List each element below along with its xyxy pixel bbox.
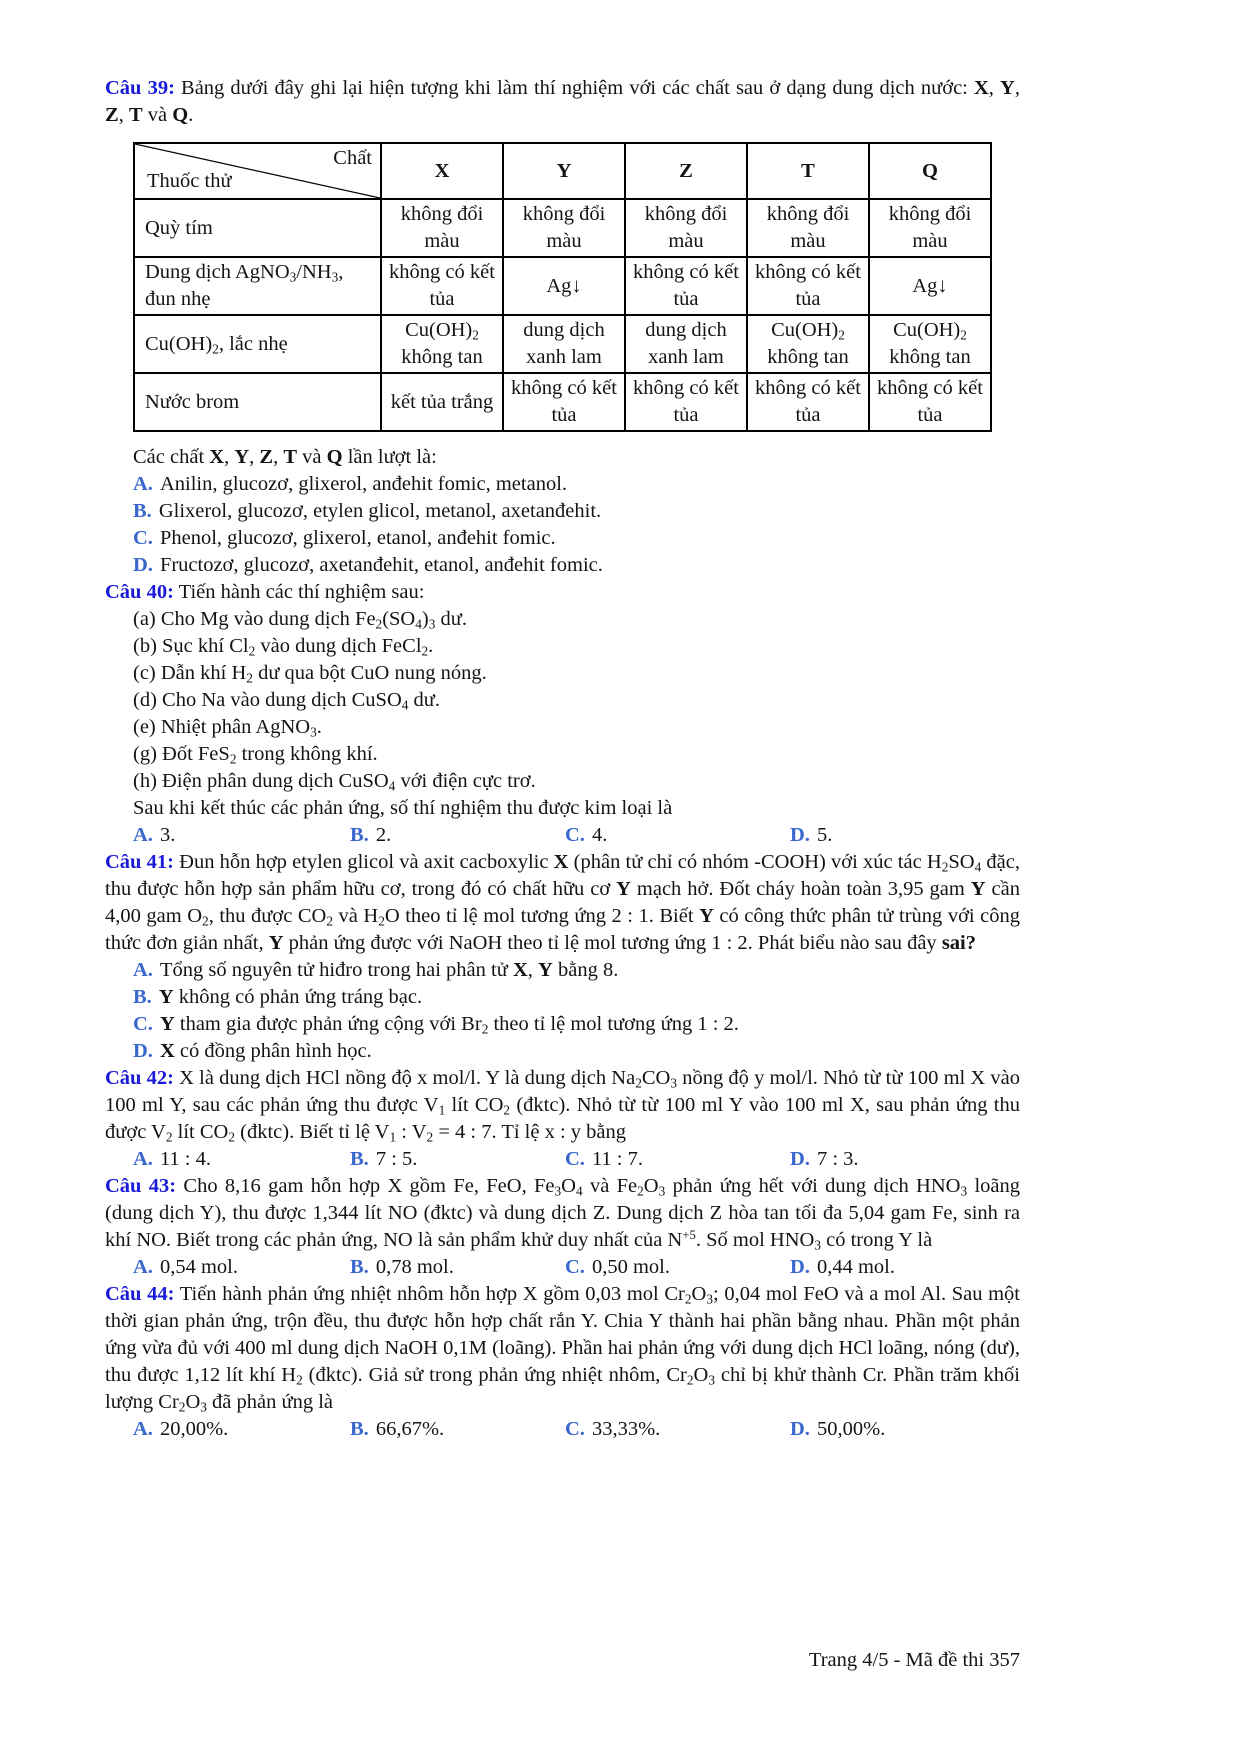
option-b [105,498,1020,525]
option-c [105,525,1020,552]
result-cell: $Cu(OH)_2$ không tan [381,315,503,373]
option-letter: C. [565,1256,585,1278]
option-letter: C. [565,824,585,846]
question-body [105,579,1020,606]
option-letter: D. [133,554,153,576]
option-text: Anilin, glucozơ, glixerol, anđehit fomic, metanol. [159,473,568,495]
result-cell: Ag↓ [869,257,991,315]
experiment-item: (b) Sục khí $Cl_2$ vào dung dịch FeCl$_2$. [133,635,434,659]
option-b [350,1416,565,1443]
option-text: 11 : 4. [159,1148,211,1170]
question-body [105,1281,1020,1416]
option-text: Glixerol, glucozơ, etylen glicol, metanol, axetanđehit. [158,500,602,522]
option-letter: B. [350,824,369,846]
option-text: 11 : 7. [591,1148,643,1170]
option-letter: A. [133,1148,153,1170]
option-c [565,1146,790,1173]
result-cell: không có kết tủa [869,373,991,431]
option-c [565,1416,790,1443]
option-text: 3. [159,824,176,846]
option-letter: C. [133,527,153,549]
option-text: 0,44 mol. [816,1256,895,1278]
option-d [105,552,1020,579]
answer-options-row [105,1254,1020,1281]
option-letter: A. [133,959,153,981]
experiment-item: (a) Cho Mg vào dung dịch $Fe_2(SO_4)_3$ dư. [133,608,468,632]
question-text: Đun hỗn hợp etylen glicol và axit cacboxylic X (phân tử chỉ có nhóm -COOH) với xúc tác $H_2SO_4$ đặc, thu được hỗn hợp sản phẩm hữu cơ, trong đó có chất hữu cơ Y mạch hở. Đốt cháy hoàn toàn 3,95 gam Y cần 4,00 gam $O_2$, thu được $CO_2$ và $H_2O$ theo tỉ lệ mol tương ứng 2 : 1. Biết Y có công thức phân tử trùng với công thức đơn giản nhất, Y phản ứng được với NaOH theo tỉ lệ mol tương ứng 1 : 2. Phát biểu nào sau đây sai? [105,851,1020,954]
option-letter: B. [350,1148,369,1170]
option-letter: C. [565,1148,585,1170]
option-a [133,1254,350,1281]
question-body [105,849,1020,957]
option-b [350,1146,565,1173]
question-number: Câu 39: [105,77,175,99]
observation-table [133,142,992,432]
option-letter: A. [133,1256,153,1278]
table-row [134,315,991,373]
experiment-item: (c) Dẫn khí $H_2$ dư qua bột CuO nung nóng. [133,662,487,686]
question-40 [105,579,1020,849]
question-body [105,75,1020,129]
reagent-cell: Dung dịch $AgNO_3/NH_3$, đun nhẹ [134,257,381,315]
option-text: 66,67%. [375,1418,445,1440]
option-c [565,1254,790,1281]
experiment-item: (e) Nhiệt phân AgNO$_3$. [133,716,322,740]
option-text: 33,33%. [591,1418,661,1440]
result-cell: không có kết tủa [625,373,747,431]
question-text: Tiến hành phản ứng nhiệt nhôm hỗn hợp X gồm 0,03 mol $Cr_2O_3$; 0,04 mol FeO và a mol Al. Sau một thời gian phản ứng, trộn đều, thu được hỗn hợp chất rắn Y. Chia Y thành hai phần bằng nhau. Phần một phản ứng vừa đủ với 400 ml dung dịch NaOH 0,1M (loãng). Phần hai phản ứng với dung dịch HCl loãng, nóng (dư), thu được 1,12 lít khí $H_2$ (đktc). Giả sử trong phản ứng nhiệt nhôm, $Cr_2O_3$ chỉ bị khử thành Cr. Phần trăm khối lượng $Cr_2O_3$ đã phản ứng là [105,1283,1020,1415]
option-d [790,1146,1020,1173]
option-a [133,1146,350,1173]
option-text: X có đồng phân hình học. [159,1040,372,1062]
result-cell: không đổi màu [503,199,625,257]
reagent-cell: $Cu(OH)_2$, lắc nhẹ [134,315,381,373]
option-letter: C. [565,1418,585,1440]
option-a [105,957,1020,984]
result-cell: dung dịch xanh lam [625,315,747,373]
question-number: Câu 43: [105,1175,177,1197]
table-header-row [134,143,991,199]
corner-label-reagent: Thuốc thử [147,170,232,192]
option-letter: B. [133,986,152,1008]
option-text: 50,00%. [816,1418,886,1440]
option-text: Fructozơ, glucozơ, axetanđehit, etanol, anđehit fomic. [159,554,603,576]
question-closing: Sau khi kết thúc các phản ứng, số thí nghiệm thu được kim loại là [133,797,673,819]
option-letter: A. [133,824,153,846]
option-text: 5. [816,824,833,846]
result-cell: kết tủa trắng [381,373,503,431]
option-d [105,1038,1020,1065]
result-cell: không có kết tủa [381,257,503,315]
column-header-t: T [747,143,869,199]
option-d [790,822,1020,849]
option-text: 7 : 5. [375,1148,418,1170]
option-text: 0,78 mol. [375,1256,454,1278]
question-41 [105,849,1020,1065]
corner-label-substance: Chất [333,147,372,169]
page-footer: Trang 4/5 - Mã đề thi 357 [808,1649,1020,1671]
option-a [133,822,350,849]
table-corner-cell [134,143,381,199]
column-header-y: Y [503,143,625,199]
result-cell: không có kết tủa [747,257,869,315]
column-header-x: X [381,143,503,199]
option-letter: B. [133,500,152,522]
table-row [134,257,991,315]
option-text: 4. [591,824,608,846]
option-letter: D. [790,1148,810,1170]
option-text: 7 : 3. [816,1148,859,1170]
option-d [790,1254,1020,1281]
option-a [133,1416,350,1443]
result-cell: không đổi màu [381,199,503,257]
table-row [134,199,991,257]
option-text: 20,00%. [159,1418,229,1440]
experiment-item: (g) Đốt FeS$_2$ trong không khí. [133,743,378,767]
option-text: Phenol, glucozơ, glixerol, etanol, anđehit fomic. [159,527,556,549]
question-text: Tiến hành các thí nghiệm sau: [173,581,425,603]
question-body [105,1173,1020,1254]
result-cell: $Cu(OH)_2$ không tan [869,315,991,373]
result-cell: không có kết tủa [747,373,869,431]
question-text: Bảng dưới đây ghi lại hiện tượng khi làm thí nghiệm với các chất sau ở dạng dung dịch nước: X, Y, Z, T và Q. [105,77,1020,126]
result-cell: $Cu(OH)_2$ không tan [747,315,869,373]
option-text: 2. [375,824,392,846]
option-text: 0,54 mol. [159,1256,238,1278]
table-row [134,373,991,431]
question-42 [105,1065,1020,1173]
page-content [105,75,1020,1443]
option-text: Y tham gia được phản ứng cộng với $Br_2$ theo tỉ lệ mol tương ứng 1 : 2. [159,1013,739,1037]
option-letter: D. [790,1256,810,1278]
option-b [350,822,565,849]
option-letter: D. [790,1418,810,1440]
question-43 [105,1173,1020,1281]
option-letter: B. [350,1256,369,1278]
result-cell: không có kết tủa [503,373,625,431]
result-cell: không đổi màu [869,199,991,257]
question-text: X là dung dịch HCl nồng độ x mol/l. Y là dung dịch $Na_2CO_3$ nồng độ y mol/l. Nhỏ từ từ 100 ml X vào 100 ml Y, sau các phản ứng thu được $V_1$ lít $CO_2$ (đktc). Nhỏ từ từ 100 ml Y vào 100 ml X, sau phản ứng thu được $V_2$ lít $CO_2$ (đktc). Biết tỉ lệ $V_1$ : $V_2 = 4$ : 7. Tỉ lệ x : y bằng [105,1067,1020,1145]
experiment-item: (d) Cho Na vào dung dịch CuSO$_4$ dư. [133,689,441,713]
experiment-item: (h) Điện phân dung dịch CuSO$_4$ với điện cực trơ. [133,770,536,794]
answer-options-row [105,1146,1020,1173]
column-header-q: Q [869,143,991,199]
option-c [105,1011,1020,1038]
option-text: Tổng số nguyên tử hiđro trong hai phân tử X, Y bằng 8. [159,959,619,981]
result-cell: dung dịch xanh lam [503,315,625,373]
question-intro: Các chất X, Y, Z, T và Q lần lượt là: [133,446,437,468]
option-c [565,822,790,849]
option-b [350,1254,565,1281]
option-letter: D. [790,824,810,846]
option-letter: A. [133,473,153,495]
result-cell: không đổi màu [625,199,747,257]
option-a [105,471,1020,498]
question-number: Câu 42: [105,1067,174,1089]
option-text: 0,50 mol. [591,1256,670,1278]
option-letter: D. [133,1040,153,1062]
question-44 [105,1281,1020,1443]
reagent-cell: Nước brom [134,373,381,431]
question-number: Câu 41: [105,851,174,873]
option-text: Y không có phản ứng tráng bạc. [158,986,423,1008]
reagent-cell: Quỳ tím [134,199,381,257]
result-cell: Ag↓ [503,257,625,315]
question-number: Câu 40: [105,581,174,603]
option-d [790,1416,1020,1443]
answer-options-row [105,1416,1020,1443]
question-body [105,1065,1020,1146]
option-letter: A. [133,1418,153,1440]
option-letter: B. [350,1418,369,1440]
question-39 [105,75,1020,579]
column-header-z: Z [625,143,747,199]
question-number: Câu 44: [105,1283,175,1305]
result-cell: không đổi màu [747,199,869,257]
option-b [105,984,1020,1011]
answer-options-row [105,822,1020,849]
question-text: Cho 8,16 gam hỗn hợp X gồm Fe, FeO, $Fe_3O_4$ và $Fe_2O_3$ phản ứng hết với dung dịch $HNO_3$ loãng (dung dịch Y), thu được 1,344 lít NO (đktc) và dung dịch Z. Dung dịch Z hòa tan tối đa 5,04 gam Fe, sinh ra khí NO. Biết trong các phản ứng, NO là sản phẩm khử duy nhất của $N^{+5}$. Số mol $HNO_3$ có trong Y là [105,1175,1020,1253]
option-letter: C. [133,1013,153,1035]
result-cell: không có kết tủa [625,257,747,315]
